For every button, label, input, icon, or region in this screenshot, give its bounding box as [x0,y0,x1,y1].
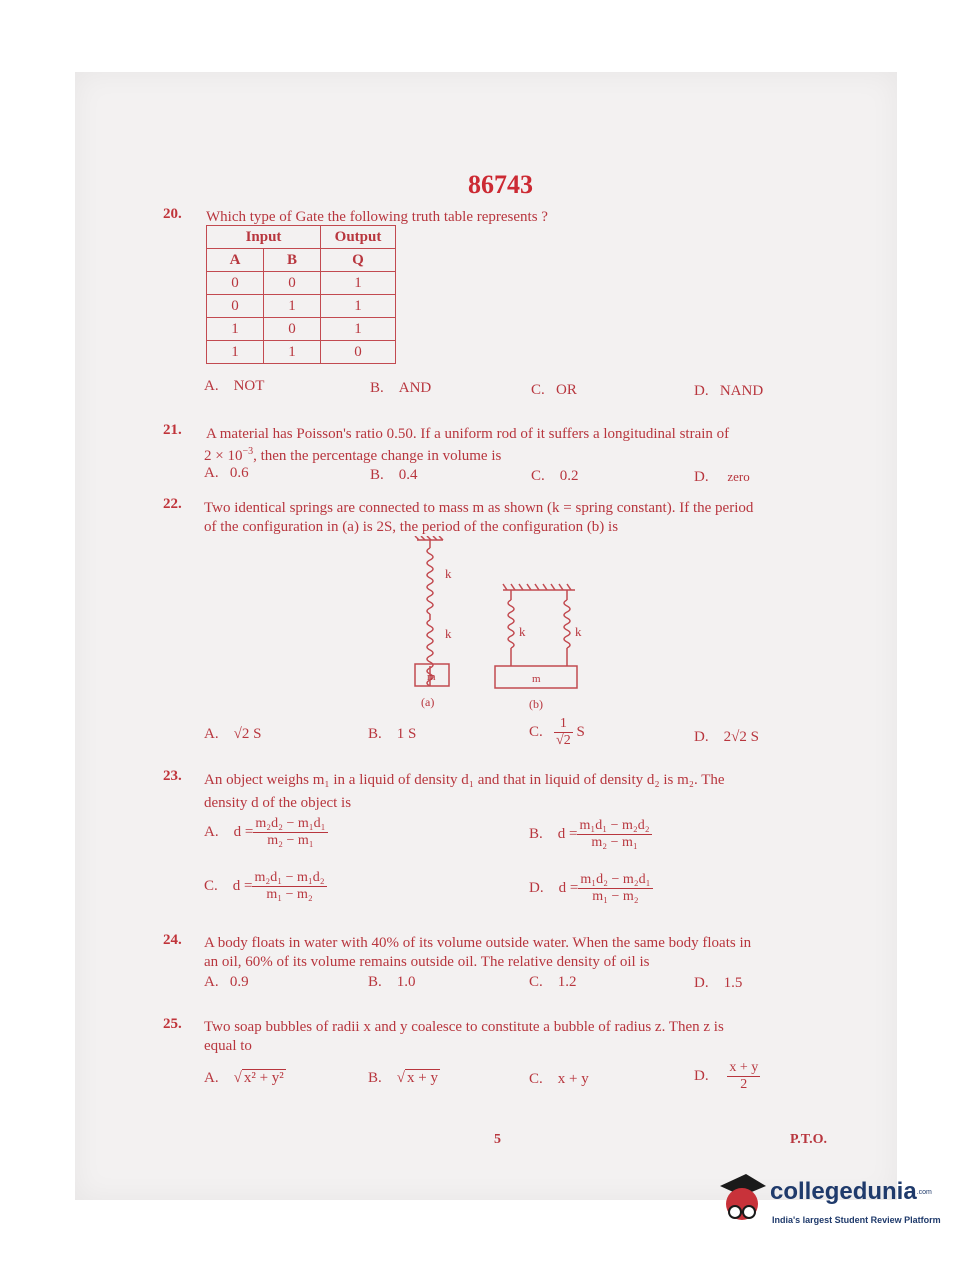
spring-diagram [395,536,595,716]
truth-table-col-a: A [207,249,264,272]
pto-label: P.T.O. [790,1132,827,1147]
mass-label: m [532,673,541,685]
truth-cell: 1 [264,295,321,318]
q20-option-b: B. AND [370,380,432,396]
q24-option-a: A. 0.9 [204,974,249,990]
q21-option-c: C. 0.2 [531,468,579,484]
q22-line2: of the configuration in (a) is 2S, the period of the configuration (b) is [204,519,619,535]
q21-number: 21. [163,422,182,438]
q23-line2: density d of the object is [204,795,352,811]
q24-number: 24. [163,932,182,948]
q25-line2: equal to [204,1038,252,1054]
q20-option-a: A. NOT [204,378,265,394]
q23-line1: An object weighs m₁ in a liquid of density d₁ and that in liquid of density d₂ is m₂. The [204,772,725,788]
q25-option-a: A. √ x² + y² [204,1070,284,1086]
truth-cell: 1 [207,341,264,364]
q23-option-a: A. d = $\frac{\text{m₂d₂ − m₁d₁}}{\text{m₂ − m₁}}$ [204,816,326,848]
truth-cell: 0 [321,341,396,364]
truth-table-output-header: Output [321,226,396,249]
truth-table-row [207,341,396,364]
truth-cell: 1 [264,341,321,364]
truth-cell: 0 [207,295,264,318]
q22-option-b: B. 1 S [368,726,417,742]
q23-option-c: C. d = $\frac{\text{m₂d₁ − m₁d₂}}{\text{m₁ − m₂}}$ [204,870,325,902]
truth-table-input-header: Input [207,226,321,249]
q20-number: 20. [163,206,182,222]
truth-table-col-b: B [264,249,321,272]
q21-option-b: B. 0.4 [370,467,418,483]
q24-option-d: D. 1.5 [694,975,743,991]
truth-cell: 1 [321,295,396,318]
q25-option-b: B. √ x + y [368,1070,438,1086]
mass-label: m [427,671,436,683]
q22-option-a: A. √2 S [204,726,262,742]
q24-line2: an oil, 60% of its volume remains outside oil. The relative density of oil is [204,954,650,970]
truth-table-row [207,318,396,341]
truth-table [206,225,396,364]
collegedunia-logo: collegedunia.com [770,1178,932,1205]
q24-line1: A body floats in water with 40% of its volume outside water. When the same body floats in [204,935,752,951]
q24-option-b: B. 1.0 [368,974,416,990]
q21-option-d: D. zero [694,469,750,485]
spring-label: k [575,624,582,639]
spring-label: k [445,566,452,581]
q22-line1: Two identical springs are connected to mass m as shown (k = spring constant). If the period [204,500,754,516]
q20-text: Which type of Gate the following truth table represents ? [206,209,548,225]
truth-cell: 0 [207,272,264,295]
diagram-label-b: (b) [529,697,543,711]
spring-label: k [519,624,526,639]
q25-number: 25. [163,1016,182,1032]
q25-option-c: C. x + y [529,1071,589,1087]
collegedunia-tagline: India's largest Student Review Platform [772,1215,941,1225]
q25-option-d: D. $\frac{x + y}{2}$ [694,1060,759,1092]
paper-code: 86743 [468,170,533,199]
q21-option-a: A. 0.6 [204,465,249,481]
q22-number: 22. [163,496,182,512]
q20-option-c: C. OR [531,382,577,398]
truth-table-row [207,272,396,295]
diagram-label-a: (a) [421,695,435,709]
graduate-mascot-icon [716,1168,768,1228]
truth-cell: 0 [264,318,321,341]
spring-label: k [445,626,452,641]
page-number: 5 [494,1132,501,1147]
q23-option-d: D. d = $\frac{\text{m₁d₂ − m₂d₁}}{\text{m₁ − m₂}}$ [529,872,651,904]
truth-cell: 0 [264,272,321,295]
truth-table-col-q: Q [321,249,396,272]
truth-cell: 1 [321,272,396,295]
q22-option-d: D. 2√2 S [694,729,759,745]
q25-line1: Two soap bubbles of radii x and y coalesce to constitute a bubble of radius z. Then z is [204,1019,724,1035]
q20-option-d: D. NAND [694,383,764,399]
truth-cell: 1 [321,318,396,341]
q21-line1: A material has Poisson's ratio 0.50. If a uniform rod of it suffers a longitudinal strain of [206,426,730,442]
q23-option-b: B. d = $\frac{\text{m₁d₁ − m₂d₂}}{\text{m₂ − m₁}}$ [529,818,650,850]
q22-option-c: C. $\frac{1}{√2}$ S [529,716,585,748]
truth-cell: 1 [207,318,264,341]
truth-table-row [207,295,396,318]
q21-line2: $2 \times 10^{-3}$, then the percentage change in volume is [204,446,502,464]
q23-number: 23. [163,768,182,784]
q24-option-c: C. 1.2 [529,974,577,990]
